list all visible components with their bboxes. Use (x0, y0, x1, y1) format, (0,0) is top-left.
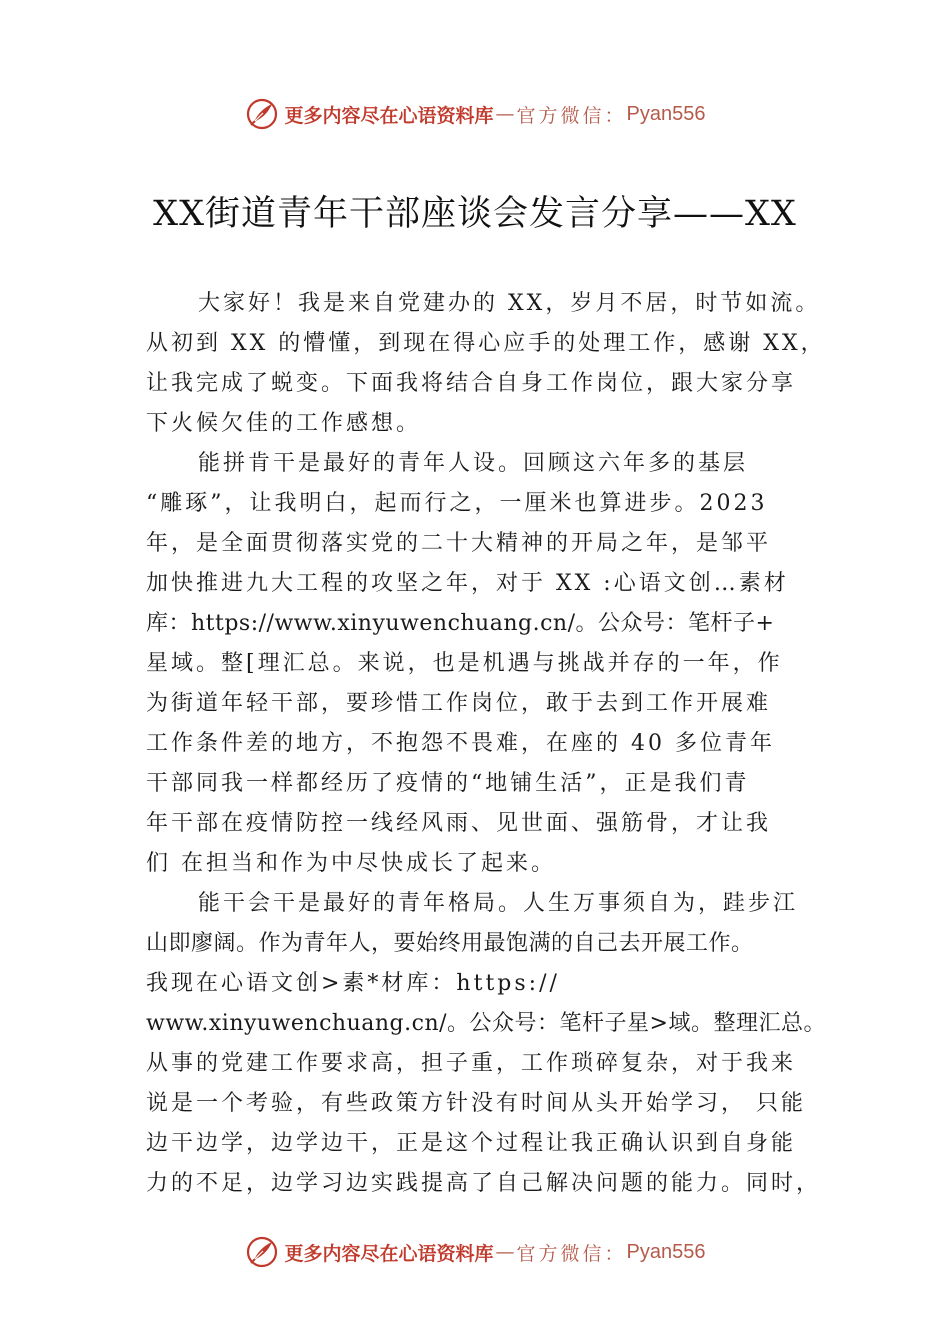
feather-pen-logo-icon (245, 1235, 279, 1269)
body-line: 星域。整[理汇总。来说，也是机遇与挑战并存的一年，作 (146, 651, 783, 676)
banner-wechat-id: Pyan556 (626, 102, 706, 125)
banner-wechat-label: 官方微信： (516, 104, 627, 127)
body-line: 边干边学，边学边干，正是这个过程让我正确认识到自身能 (146, 1131, 797, 1156)
body-line: 山即廖阔。作为青年人，要始终用最饱满的自己去开展工作。 (146, 931, 754, 956)
body-line: 工作条件差的地方，不抱怨不畏难，在座的 40 多位青年 (146, 731, 775, 756)
body-line: 从初到 XX 的懵懂，到现在得心应手的处理工作，感谢 XX， (146, 331, 826, 356)
body-line: 年，是全面贯彻落实党的二十大精神的开局之年，是邹平 (146, 531, 772, 556)
body-line: 我现在心语文创>素*材库：https:// (146, 971, 560, 996)
body-line: 能干会干是最好的青年格局。人生万事须自为，跬步江 (198, 891, 799, 916)
body-line: 加快推进九大工程的攻坚之年，对于 XX :心语文创…素材 (146, 571, 789, 596)
banner-separator: — (495, 1241, 515, 1263)
body-line: 说是一个考验，有些政策方针没有时间从头开始学习， 只能 (146, 1091, 806, 1116)
body-line: 从事的党建工作要求高，担子重，工作琐碎复杂，对于我来 (146, 1051, 797, 1076)
body-line: 让我完成了蜕变。下面我将结合自身工作岗位，跟大家分享 (146, 371, 797, 396)
banner-wechat-id: Pyan556 (626, 1240, 706, 1263)
body-line: 力的不足，边学习边实践提高了自己解决问题的能力。同时， (146, 1171, 822, 1196)
body-line: 能拼肯干是最好的青年人设。回顾这六年多的基层 (198, 451, 749, 476)
feather-pen-logo-icon (245, 97, 279, 131)
body-line: 库：https://www.xinyuwenchuang.cn/。公众号：笔杆子+ (146, 611, 775, 636)
body-line: www.xinyuwenchuang.cn/。公众号：笔杆子星>域。整理汇总。 (146, 1011, 826, 1036)
banner-brand-text: 更多内容尽在心语资料库 (284, 104, 494, 127)
body-line: 干部同我一样都经历了疫情的“地铺生活”，正是我们青 (146, 771, 750, 796)
banner-wechat-label: 官方微信： (516, 1242, 627, 1265)
document-title: XX街道青年干部座谈会发言分享——XX (153, 194, 797, 234)
body-line: 大家好！我是来自党建办的 XX，岁月不居，时节如流。 (198, 291, 821, 316)
document-body (146, 284, 846, 1204)
body-line: “雕琢”，让我明白，起而行之，一厘米也算进步。2023 (146, 491, 768, 516)
header-banner (0, 94, 950, 134)
body-line: 年干部在疫情防控一线经风雨、见世面、强筋骨，才让我 (146, 811, 772, 836)
footer-banner (0, 1232, 950, 1272)
banner-separator: — (495, 103, 515, 125)
body-line: 们 在担当和作为中尽快成长了起来。 (146, 851, 556, 876)
banner-brand-text: 更多内容尽在心语资料库 (284, 1242, 494, 1265)
body-line: 下火候欠佳的工作感想。 (146, 411, 422, 436)
body-line: 为街道年轻干部，要珍惜工作岗位，敢于去到工作开展难 (146, 691, 772, 716)
